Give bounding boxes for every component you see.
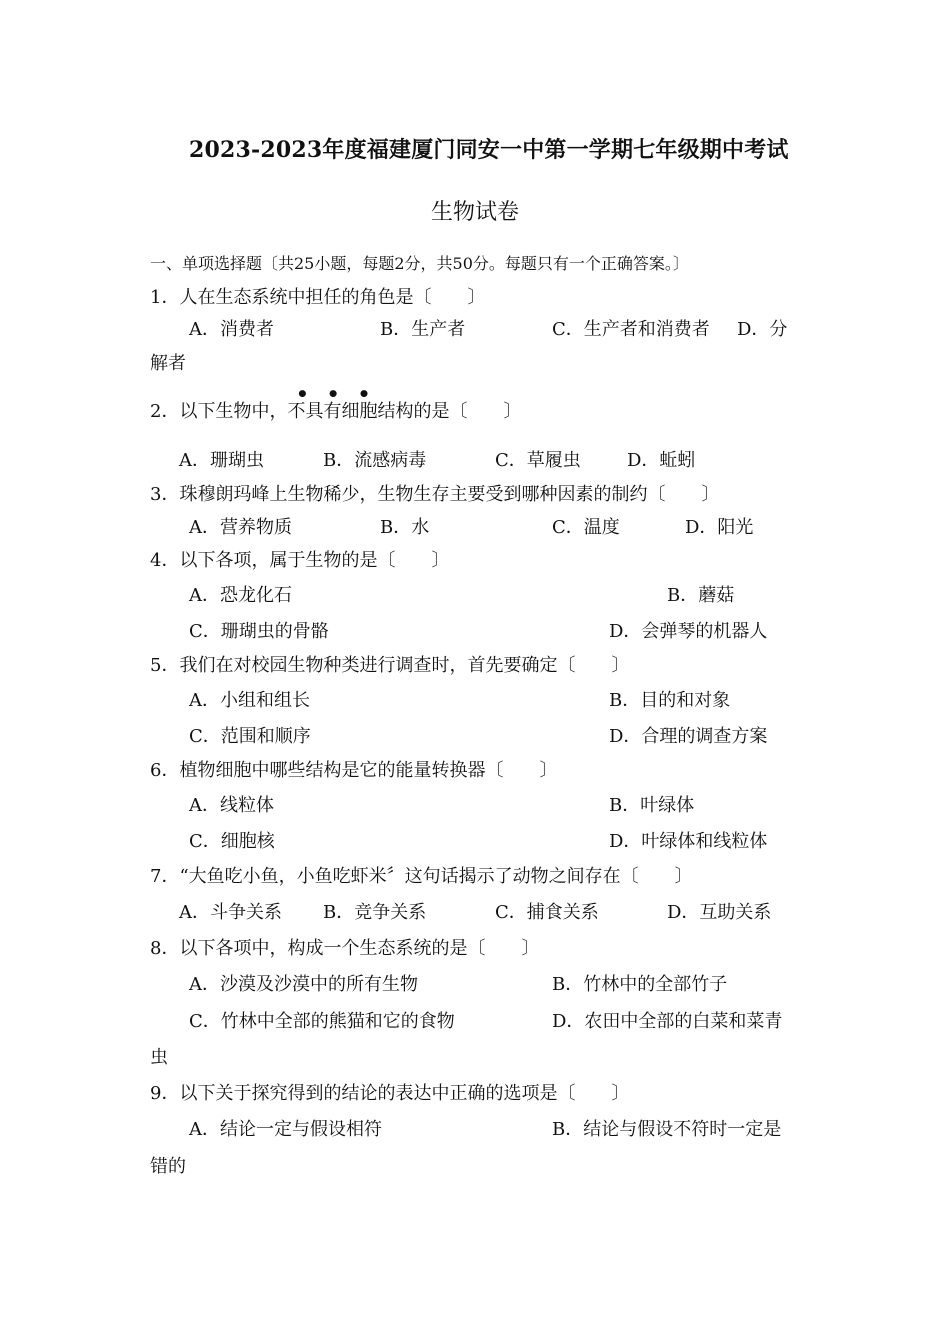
question-1-stem: 1．人在生态系统中担任的角色是〔 〕 bbox=[150, 287, 486, 308]
question-5-option-c: C．范围和顺序 bbox=[189, 726, 311, 747]
question-8-stem: 8．以下各项中，构成一个生态系统的是〔 〕 bbox=[150, 938, 540, 959]
question-1-continuation: 解者 bbox=[150, 353, 186, 374]
emphasis-dots: ••• bbox=[296, 382, 389, 406]
exam-subtitle: 生物试卷 bbox=[431, 200, 520, 225]
question-8-option-a: A．沙漠及沙漠中的所有生物 bbox=[189, 974, 418, 995]
question-1-option-b: B．生产者 bbox=[380, 319, 466, 340]
question-5-stem: 5．我们在对校园生物种类进行调查时，首先要确定〔 〕 bbox=[150, 655, 630, 676]
question-8-continuation: 虫 bbox=[150, 1047, 168, 1068]
question-3-option-a: A．营养物质 bbox=[189, 517, 292, 538]
question-2-option-a: A．珊瑚虫 bbox=[179, 450, 264, 471]
question-9-option-a: A．结论一定与假设相符 bbox=[189, 1119, 382, 1140]
question-6-stem: 6．植物细胞中哪些结构是它的能量转换器〔 〕 bbox=[150, 760, 558, 781]
question-7-option-b: B．竞争关系 bbox=[323, 902, 427, 923]
section-heading: 一、单项选择题〔共25小题，每题2分，共50分。每题只有一个正确答案。〕 bbox=[150, 254, 689, 273]
question-1-option-c: C．生产者和消费者 bbox=[552, 319, 710, 340]
question-2-option-c: C．草履虫 bbox=[495, 450, 581, 471]
question-9-stem: 9．以下关于探究得到的结论的表达中正确的选项是〔 〕 bbox=[150, 1083, 630, 1104]
question-1-option-a: A．消费者 bbox=[189, 319, 274, 340]
question-8-option-d: D．农田中全部的白菜和菜青 bbox=[552, 1011, 783, 1032]
question-5-option-b: B．目的和对象 bbox=[609, 690, 731, 711]
question-7-option-c: C．捕食关系 bbox=[495, 902, 599, 923]
question-3-option-d: D．阳光 bbox=[685, 517, 754, 538]
question-7-option-a: A．斗争关系 bbox=[179, 902, 282, 923]
question-6-option-d: D．叶绿体和线粒体 bbox=[609, 831, 768, 852]
question-8-option-c: C．竹林中全部的熊猫和它的食物 bbox=[189, 1011, 455, 1032]
question-7-stem: 7．“大鱼吃小鱼，小鱼吃虾米〞这句话揭示了动物之间存在〔 〕 bbox=[150, 866, 693, 887]
question-2-option-d: D．蚯蚓 bbox=[627, 450, 696, 471]
question-4-option-c: C．珊瑚虫的骨骼 bbox=[189, 621, 329, 642]
question-3-stem: 3．珠穆朗玛峰上生物稀少，生物生存主要受到哪种因素的制约〔 〕 bbox=[150, 484, 720, 505]
question-1-option-d: D．分 bbox=[737, 319, 788, 340]
question-4-option-a: A．恐龙化石 bbox=[189, 585, 292, 606]
question-6-option-b: B．叶绿体 bbox=[609, 795, 695, 816]
question-6-option-c: C．细胞核 bbox=[189, 831, 275, 852]
question-9-continuation: 错的 bbox=[150, 1156, 186, 1177]
question-8-option-b: B．竹林中的全部竹子 bbox=[552, 974, 728, 995]
question-5-option-d: D．合理的调查方案 bbox=[609, 726, 768, 747]
question-2-option-b: B．流感病毒 bbox=[323, 450, 427, 471]
question-4-stem: 4．以下各项，属于生物的是〔 〕 bbox=[150, 550, 450, 571]
question-3-option-c: C．温度 bbox=[552, 517, 620, 538]
question-7-option-d: D．互助关系 bbox=[667, 902, 772, 923]
question-5-option-a: A．小组和组长 bbox=[189, 690, 310, 711]
question-9-option-b: B．结论与假设不符时一定是 bbox=[552, 1119, 782, 1140]
question-2-stem: 2．以下生物中，不具有细胞结构的是〔 〕 bbox=[150, 401, 522, 422]
question-4-option-b: B．蘑菇 bbox=[667, 585, 735, 606]
exam-title: 2023-2023年度福建厦门同安一中第一学期七年级期中考试 bbox=[189, 137, 789, 163]
question-6-option-a: A．线粒体 bbox=[189, 795, 274, 816]
question-3-option-b: B．水 bbox=[380, 517, 430, 538]
question-4-option-d: D．会弹琴的机器人 bbox=[609, 621, 768, 642]
